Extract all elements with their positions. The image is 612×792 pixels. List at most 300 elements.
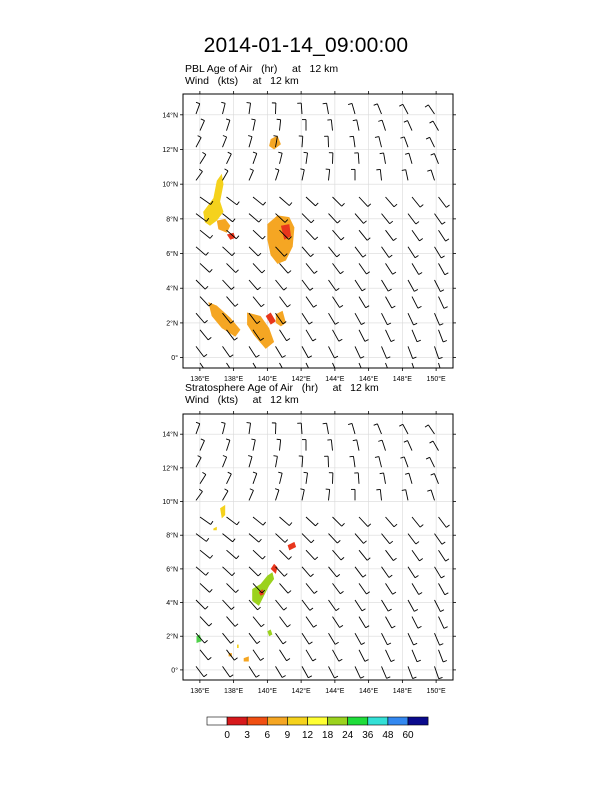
wind-barb [302,120,306,131]
wind-barb [435,633,444,645]
wind-barb [200,650,211,660]
wind-barb [327,440,332,451]
wind-barb [402,490,408,501]
colorbar-label: 48 [382,730,394,741]
wind-barb [227,617,239,627]
wind-barb [355,633,365,644]
wind-barb [327,120,332,131]
wind-barb [439,330,447,342]
wind-barb [408,567,418,578]
wind-barb [378,440,385,450]
wind-barb [223,346,234,357]
wind-barb [306,197,318,206]
colorbar-label: 9 [284,730,291,741]
wind-barb [329,600,340,611]
lon-tick-label: 144°E [325,688,345,695]
wind-barb [278,472,282,484]
wind-barb [276,600,287,610]
wind-barb [354,153,359,164]
age-of-air-patch [237,645,239,648]
age-of-air-patch [220,505,225,519]
wind-barb [280,330,290,341]
wind-barb [200,583,212,592]
wind-barb [221,102,225,114]
lon-tick-label: 150°E [426,376,446,383]
wind-barb [253,363,263,374]
wind-barb [439,197,450,207]
wind-barb [348,423,355,434]
wind-barb [405,473,412,484]
wind-barb [400,457,408,467]
wind-barb [412,583,422,594]
wind-barb [435,313,444,325]
wind-barb [333,363,342,375]
wind-barb [196,280,208,289]
wind-barb [280,297,291,307]
wind-barb [425,425,434,434]
wind-barb [223,456,227,468]
wind-barb [196,247,208,256]
wind-barb [412,650,421,662]
lon-tick-label: 136°E [190,376,210,383]
wind-barb [378,120,385,130]
wind-barb [280,617,291,627]
wind-barb [196,169,202,180]
lat-tick-label: 12°N [162,146,178,154]
wind-barb [280,263,292,273]
wind-barb [333,263,344,273]
wind-barb [227,650,238,660]
wind-barb [280,197,292,206]
wind-barb [253,197,266,205]
wind-barb [376,489,381,500]
wind-barb [302,666,312,677]
wind-barb [400,137,408,147]
wind-barb [382,567,393,578]
wind-barb [253,550,265,559]
wind-barb [277,439,281,450]
lon-tick-label: 136°E [190,688,210,695]
wind-barb [351,489,355,500]
colorbar-segment [368,717,388,725]
lat-tick-label: 6°N [166,251,178,259]
wind-barb [200,439,204,451]
wind-barb [253,617,264,627]
wind-barb [275,169,279,181]
wind-barb [355,247,366,257]
wind-barb [276,567,288,577]
chart-title: 2014-01-14_09:00:00 [203,34,409,57]
age-of-air-patch [267,215,294,264]
wind-barb [333,197,345,206]
age-of-air-patch [203,174,223,226]
lon-tick-label: 150°E [426,688,446,695]
wind-barb [333,330,343,341]
wind-barb [359,197,371,207]
wind-barb [386,263,396,274]
wind-barb [280,650,290,661]
wind-barb [386,617,396,628]
wind-barb [412,197,423,207]
wind-barb [299,136,303,147]
wind-barb [302,567,314,577]
wind-barb [412,297,421,309]
wind-barb [386,517,398,527]
wind-barb [251,119,255,131]
wind-barb [350,136,355,147]
wind-barb [276,666,286,677]
wind-barb [426,137,434,147]
wind-barb [380,153,386,164]
wind-barb [278,152,282,164]
wind-barb [227,472,232,484]
wind-barb [323,103,329,114]
wind-barb [249,666,259,677]
wind-barb [425,105,434,114]
wind-barb [359,583,370,594]
wind-barb [382,346,391,358]
wind-barb [359,363,368,375]
wind-barb [412,330,421,342]
wind-barb [227,297,239,307]
lon-tick-label: 140°E [257,688,277,695]
wind-barb [272,103,276,114]
wind-barb [200,119,204,131]
colorbar-segment [408,717,428,725]
wind-barb [324,456,328,467]
wind-barb [221,422,225,434]
wind-barb [333,297,343,308]
wind-barb [375,137,382,148]
wind-barb [355,214,367,224]
wind-barb [302,346,312,357]
wind-barb [408,666,416,678]
wind-barb [249,489,253,501]
wind-barb [376,169,381,180]
wind-barb [386,330,395,342]
wind-barb [223,247,235,256]
wind-barb [227,583,239,592]
wind-barb [280,550,292,559]
wind-barb [353,440,359,451]
wind-barb [359,517,371,527]
wind-barb [249,534,261,543]
wind-barb [333,583,344,593]
wind-barb [333,230,345,240]
lat-tick-label: 0° [171,667,178,675]
wind-barb [196,489,202,500]
lon-tick-label: 138°E [224,376,244,383]
wind-barb [200,330,211,340]
wind-barb [359,650,368,662]
wind-barb [375,457,382,468]
wind-barb [399,104,408,114]
wind-barb [408,247,418,258]
wind-barb [196,534,209,542]
wind-barb [350,456,355,467]
map-plot-area [183,414,453,680]
wind-barb [386,550,397,560]
wind-barb [280,363,290,374]
wind-barb [227,263,239,272]
age-of-air-patch [217,219,231,233]
panel2-variable-label: Stratosphere Age of Air (hr) at 12 km [185,382,379,394]
wind-barb [408,600,418,611]
wind-barb [248,456,252,468]
lat-tick-label: 0° [171,355,178,363]
lon-tick-label: 140°E [257,376,277,383]
wind-barb [306,230,318,240]
wind-barb [196,346,207,356]
wind-barb [382,633,391,645]
lat-tick-label: 4°N [166,285,178,293]
wind-barb [326,489,330,500]
wind-barb [386,583,396,594]
wind-barb [408,313,417,325]
colorbar-label: 12 [301,730,314,741]
wind-barb [223,666,234,677]
lat-tick-label: 8°N [166,532,178,540]
wind-barb [253,297,264,307]
wind-barb [386,650,395,662]
wind-barb [277,119,281,130]
wind-barb [359,263,370,274]
wind-barb [324,136,328,147]
wind-barb [323,423,329,434]
lon-tick-label: 142°E [291,688,311,695]
colorbar-label: 60 [402,730,414,741]
age-of-air-patch [267,630,272,637]
wind-barb [226,439,230,451]
wind-barb [306,517,318,526]
colorbar-segment [247,717,267,725]
wind-barb [306,583,317,593]
wind-barb [380,473,386,484]
wind-barb [302,214,314,223]
wind-barb [435,346,443,358]
colorbar-segment [287,717,307,725]
map-panel-1 [162,91,456,384]
wind-barb [223,534,236,542]
wind-barb [326,169,330,180]
wind-barb [196,102,200,114]
wind-barb [386,230,397,240]
colorbar-label: 36 [362,730,374,741]
wind-barb [359,330,368,342]
lat-tick-label: 2°N [166,633,178,641]
wind-barb [439,230,449,241]
wind-barb [431,154,439,164]
wind-barb [200,472,206,483]
wind-barb [227,550,239,559]
map-plot-area [183,91,453,376]
wind-barb [253,650,264,661]
wind-barb [276,633,287,644]
wind-barb [247,103,251,114]
wind-barb [249,633,260,643]
colorbar [207,717,428,741]
wind-barb [223,169,229,181]
wind-barb [329,473,333,484]
colorbar-label: 24 [342,730,354,741]
wind-barb [306,297,317,308]
wind-barb [276,346,286,357]
lat-tick-label: 4°N [166,600,178,608]
wind-barb [253,152,257,164]
wind-barb [355,600,365,611]
age-of-air-patch [269,136,281,150]
wind-barb [439,617,448,629]
wind-barb [412,263,422,274]
wind-barb [249,169,253,181]
wind-barb [412,230,423,241]
wind-barb [435,666,443,678]
wind-barb [302,440,306,451]
wind-barb [431,474,439,484]
wind-barb [329,567,340,577]
wind-barb [355,666,364,678]
wind-barb [353,120,359,131]
wind-barb [354,473,359,484]
lon-tick-label: 148°E [392,688,412,695]
wind-barb [426,457,434,467]
wind-barb [249,214,261,223]
wind-barb [200,152,206,163]
wind-barb [329,247,340,257]
age-of-air-patch [213,527,216,530]
wind-barb [302,633,312,644]
wind-barb [439,650,447,662]
wind-barb [427,170,434,180]
wind-barb [196,136,201,148]
lon-tick-label: 138°E [224,688,244,695]
wind-barb [196,456,201,468]
wind-barb [355,346,364,358]
colorbar-segment [308,717,328,725]
wind-barb [196,422,200,434]
wind-barb [253,517,266,525]
wind-barb [253,472,257,484]
lon-tick-label: 146°E [359,688,379,695]
lon-tick-label: 148°E [392,376,412,383]
wind-barb [196,567,208,576]
lat-tick-label: 8°N [166,216,178,224]
wind-barb [306,617,317,628]
wind-barb [273,456,277,468]
colorbar-segment [267,717,287,725]
lat-tick-label: 14°N [162,112,178,120]
age-of-air-patch [271,564,278,574]
wind-barb [439,263,449,274]
wind-barb [196,666,207,676]
wind-barb [359,297,369,308]
wind-barb [333,517,345,526]
wind-barb [359,617,369,628]
wind-barb [276,280,287,290]
colorbar-segment [348,717,368,725]
wind-barb [302,280,313,290]
wind-barb [404,121,412,131]
wind-barb [226,119,230,131]
wind-barb [248,136,252,148]
wind-barb [430,121,439,131]
wind-barb [200,617,212,627]
wind-barb [329,633,339,644]
wind-barb [348,103,355,114]
age-of-air-patch [276,311,286,327]
wind-barb [196,600,208,609]
age-of-air-patch [261,91,263,95]
wind-barb [439,363,447,375]
wind-barb [275,489,279,501]
wind-barb [249,567,261,576]
wind-barb [280,583,292,593]
colorbar-label: 18 [322,730,334,741]
wind-barb [329,153,333,164]
colorbar-label: 3 [244,730,250,741]
wind-barb [333,650,343,661]
wind-barb [386,363,394,375]
wind-barb [200,197,213,204]
wind-barb [200,517,213,524]
wind-barb [302,313,312,324]
wind-barb [408,346,416,358]
wind-barb [405,153,412,164]
wind-barb [333,617,343,628]
wind-barb [227,197,240,205]
panel2-wind-label: Wind (kts) at 12 km [185,394,299,406]
lat-tick-label: 2°N [166,320,178,328]
map-border [183,414,453,680]
wind-barb [355,280,365,291]
lat-tick-label: 14°N [162,431,178,439]
wind-barb [402,170,408,181]
wind-barb [200,297,212,307]
wind-barb [399,424,408,434]
wind-barb [299,456,303,467]
wind-barb [382,247,393,258]
age-of-air-patch [208,302,240,337]
wind-barb [223,633,234,643]
wind-barb [227,517,240,525]
colorbar-label: 6 [264,730,271,741]
wind-barb [280,517,292,526]
wind-barb [382,600,392,611]
lat-tick-label: 12°N [162,465,178,473]
wind-barb [408,633,417,645]
wind-barb [227,152,232,164]
wind-barb [404,441,412,451]
wind-barb [430,441,439,451]
age-of-air-patch [288,542,297,551]
age-of-air-patch [244,656,249,661]
wind-barb [253,230,265,239]
wind-barb [412,550,423,561]
wind-barb [351,169,355,180]
lat-tick-label: 10°N [162,499,178,507]
wind-barb [329,666,338,678]
wind-barb [427,490,434,500]
wind-barb [302,247,314,257]
wind-barb [386,197,398,207]
wind-barb [408,280,418,291]
wind-barb [200,230,213,238]
wind-barb [223,136,227,148]
wind-barb [306,363,315,375]
wind-barb [333,550,345,560]
wind-barb [355,567,366,577]
wind-barb [223,489,229,501]
